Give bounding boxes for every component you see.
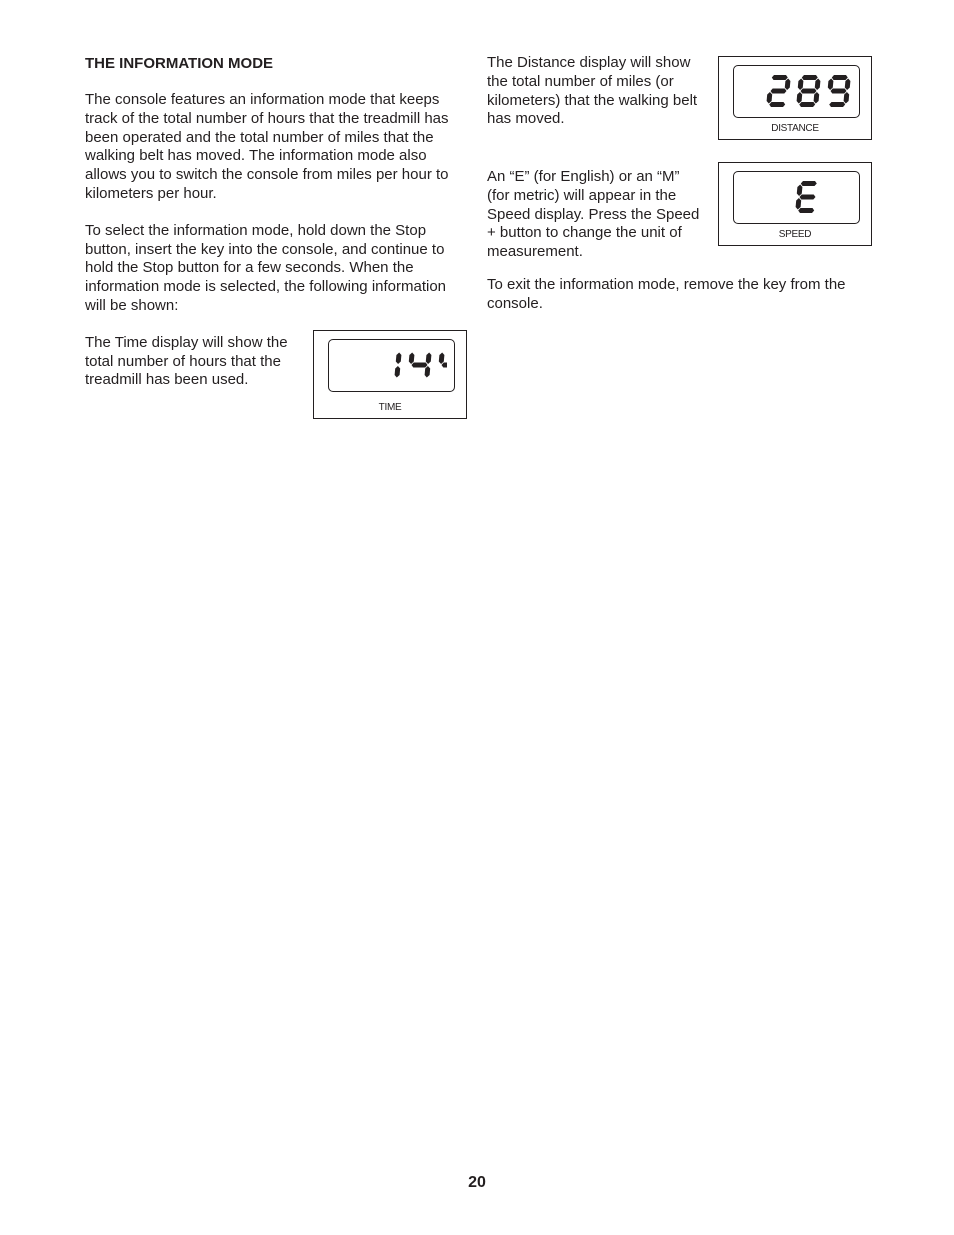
- distance-lcd-screen: [733, 65, 860, 118]
- lcd-segment: [802, 75, 818, 80]
- distance-row: [487, 54, 872, 140]
- distance-lcd-digits: [766, 75, 852, 109]
- lcd-segment: [796, 198, 802, 210]
- lcd-segment: [425, 366, 431, 378]
- distance-paragraph: The Distance display will show the total number of miles (or kilometers) that the walking belt has moved.: [487, 54, 698, 128]
- speed-lcd-screen: [733, 171, 860, 224]
- lcd-segment: [845, 79, 851, 91]
- distance-display-label: DISTANCE: [771, 123, 819, 134]
- lcd-segment: [442, 362, 448, 367]
- time-lcd-digits-char-2: [439, 352, 447, 377]
- lcd-segment: [814, 92, 820, 104]
- page-number: 20: [468, 1174, 486, 1191]
- time-console-display: [313, 330, 467, 419]
- lcd-segment: [395, 366, 401, 378]
- section-heading: THE INFORMATION MODE: [85, 55, 274, 72]
- right-column: [487, 54, 872, 332]
- lcd-segment: [771, 89, 787, 94]
- speed-lcd-digits: [795, 181, 821, 215]
- lcd-segment: [828, 79, 834, 91]
- lcd-segment: [767, 92, 773, 104]
- lcd-segment: [800, 195, 816, 200]
- distance-lcd-digits-char-1: [797, 75, 821, 107]
- lcd-segment: [798, 79, 804, 91]
- intro-paragraph: The console features an information mode that keeps track of the total number of hours that the treadmill has been operated and the total number of miles that the walking belt has moved. The information mode also allows you to switch the console from miles per hour to kilometers per hour.: [85, 91, 449, 202]
- distance-lcd-digits-char-0: [767, 75, 791, 107]
- lcd-segment: [797, 185, 803, 197]
- time-display-label: TIME: [378, 401, 402, 413]
- lcd-segment: [769, 102, 785, 107]
- lcd-segment: [797, 92, 803, 104]
- left-column: [85, 54, 467, 419]
- speed-paragraph: An “E” (for English) or an “M” (for metric) will appear in the Speed display. Press the Speed + button to change the unit of measurement.: [487, 168, 700, 261]
- distance-console-display: [718, 56, 872, 140]
- lcd-segment: [785, 79, 791, 91]
- lcd-segment: [844, 92, 850, 104]
- time-lcd-screen: [328, 339, 455, 392]
- lcd-segment: [832, 75, 848, 80]
- time-lcd-digits: [377, 349, 447, 383]
- lcd-segment: [439, 352, 445, 364]
- lcd-segment: [831, 89, 847, 94]
- lcd-segment: [829, 102, 845, 107]
- distance-lcd-digits-char-2: [828, 75, 851, 107]
- time-paragraph: The Time display will show the total number of hours that the treadmill has been used.: [85, 333, 288, 389]
- lcd-segment: [815, 79, 821, 91]
- lcd-segment: [801, 181, 817, 186]
- lcd-segment: [396, 352, 402, 364]
- time-row: [85, 334, 467, 419]
- speed-display-label: SPEED: [778, 229, 812, 240]
- lcd-segment: [801, 89, 817, 94]
- speed-console-display: [718, 162, 872, 246]
- lcd-segment: [772, 75, 788, 80]
- lcd-segment: [799, 102, 815, 107]
- lcd-segment: [412, 362, 428, 367]
- select-paragraph: To select the information mode, hold down the Stop button, insert the key into the console, and continue to hold the Stop button for a few seconds. When the information mode is selected, the following information will be shown:: [85, 221, 447, 314]
- exit-paragraph: To exit the information mode, remove the key from the console.: [487, 275, 846, 312]
- time-lcd-digits-char-1: [409, 352, 432, 377]
- speed-lcd-digits-char-0: [796, 181, 817, 213]
- lcd-segment: [426, 352, 432, 364]
- time-lcd-digits-char-0: [395, 352, 402, 377]
- lcd-segment: [409, 352, 415, 364]
- speed-row: [487, 168, 872, 262]
- lcd-segment: [798, 208, 814, 213]
